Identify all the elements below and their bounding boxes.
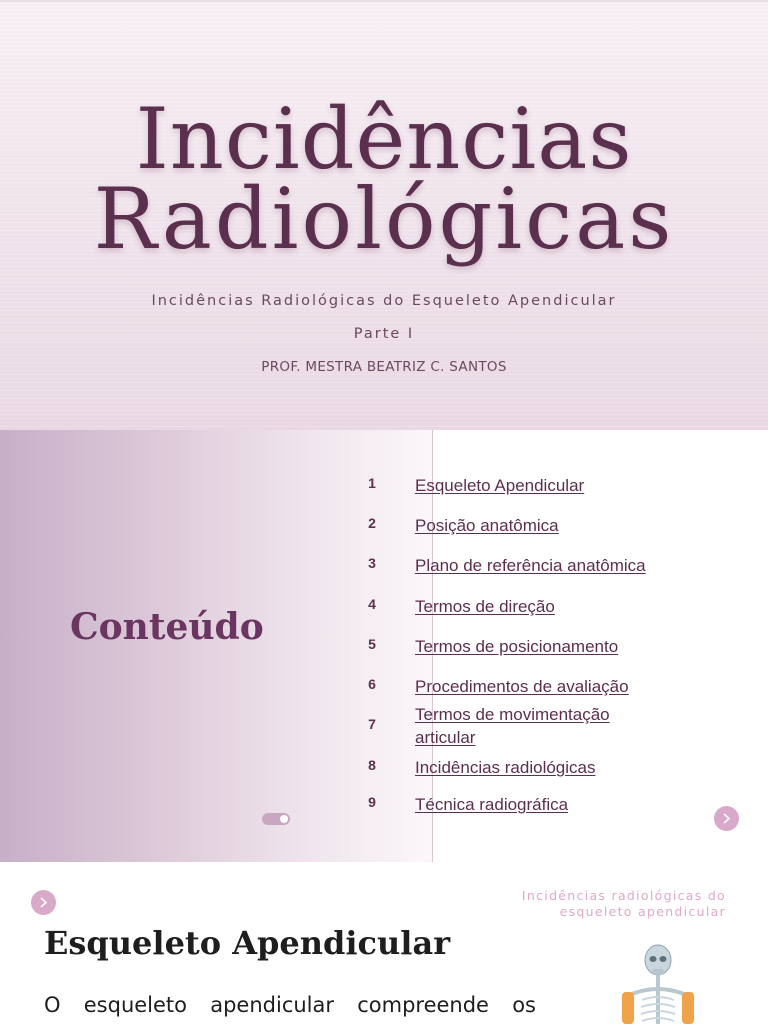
main-title-line2: Radiológicas bbox=[93, 170, 675, 268]
toc-number: 7 bbox=[368, 716, 376, 732]
toc-link-termos-posicionamento[interactable]: Termos de posicionamento bbox=[415, 637, 619, 656]
toc-link-termos-direcao[interactable]: Termos de direção bbox=[415, 597, 555, 616]
part-label: Parte I bbox=[353, 326, 415, 342]
toc-link-procedimentos-avaliacao[interactable]: Procedimentos de avaliação bbox=[415, 677, 629, 696]
toc-number: 5 bbox=[368, 636, 376, 652]
skeleton-illustration bbox=[612, 940, 704, 1024]
title-slide bbox=[0, 0, 768, 432]
main-title-line1: Incidências bbox=[135, 90, 633, 188]
toc-number: 1 bbox=[368, 475, 376, 491]
toc-number: 6 bbox=[368, 676, 376, 692]
skeleton-slide bbox=[0, 862, 768, 1024]
toc-link-posicao-anatomica[interactable]: Posição anatômica bbox=[415, 516, 559, 535]
toc-number: 2 bbox=[368, 515, 376, 531]
contents-heading: Conteúdo bbox=[70, 606, 264, 648]
toc-number: 8 bbox=[368, 757, 376, 773]
section-heading: Esqueleto Apendicular bbox=[44, 924, 451, 962]
toc-number: 4 bbox=[368, 596, 376, 612]
toc-link-termos-movimentacao[interactable]: Termos de movimentação articular bbox=[415, 705, 610, 747]
toc-number: 9 bbox=[368, 794, 376, 810]
author-name: PROF. MESTRA BEATRIZ C. SANTOS bbox=[261, 359, 507, 375]
toc-number: 3 bbox=[368, 555, 376, 571]
toggle-knob bbox=[280, 815, 288, 823]
toc-link-tecnica-radiografica[interactable]: Técnica radiográfica bbox=[415, 795, 569, 814]
body-paragraph: O esqueleto apendicular compreende os bbox=[44, 993, 536, 1017]
toc-link-incidencias-radiologicas[interactable]: Incidências radiológicas bbox=[415, 758, 596, 777]
next-slide-button[interactable] bbox=[714, 806, 739, 831]
contents-slide bbox=[0, 430, 768, 862]
toc-link-plano-referencia[interactable]: Plano de referência anatômica bbox=[415, 556, 646, 575]
slide-caption: Incidências radiológicas do esqueleto apendicular bbox=[521, 888, 726, 919]
toc-link-esqueleto-apendicular[interactable]: Esqueleto Apendicular bbox=[415, 476, 585, 495]
next-slide-button[interactable] bbox=[31, 890, 56, 915]
toggle-icon[interactable] bbox=[262, 813, 290, 825]
subtitle: Incidências Radiológicas do Esqueleto Apendicular bbox=[151, 293, 617, 309]
chevron-right-icon bbox=[39, 897, 48, 908]
chevron-right-icon bbox=[722, 813, 731, 824]
